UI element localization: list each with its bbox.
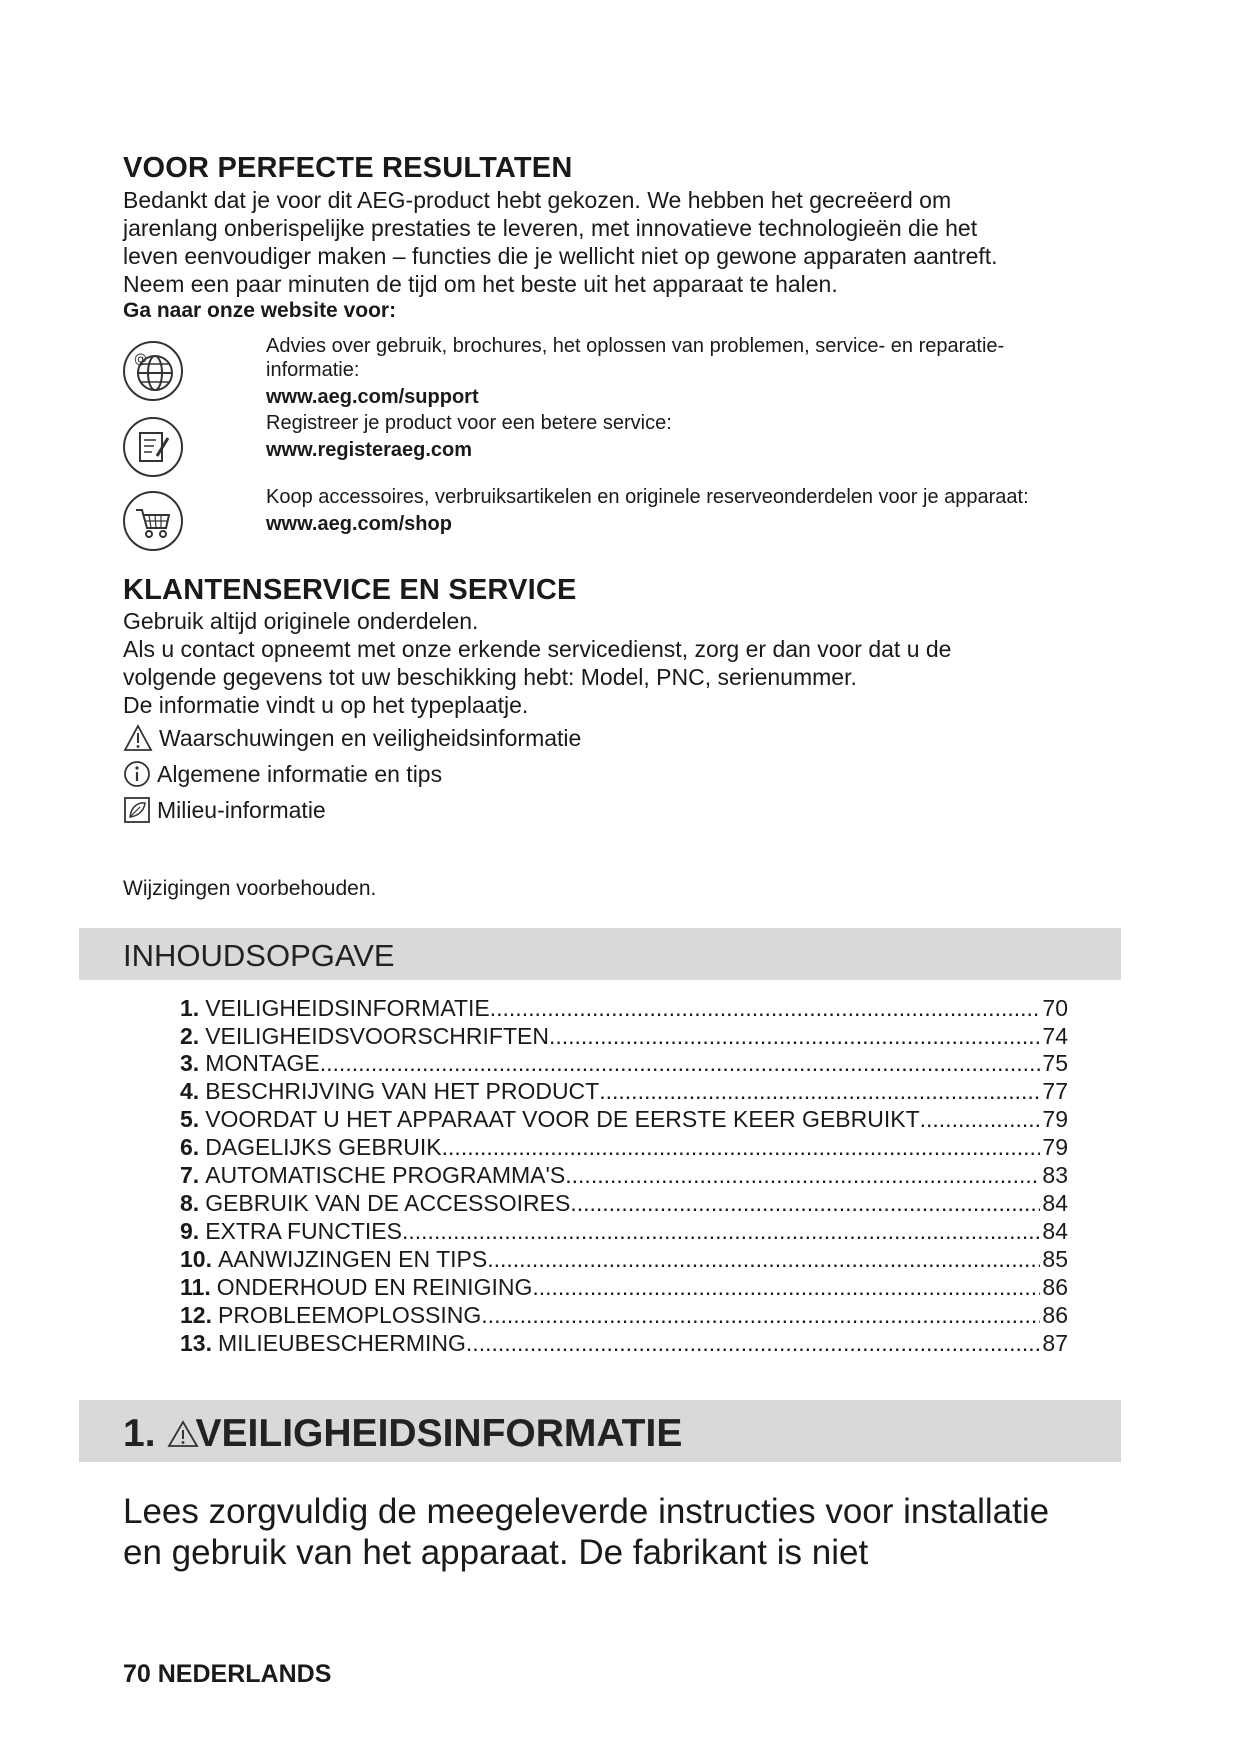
warning-icon	[123, 724, 153, 752]
register-icon	[122, 416, 184, 478]
support-link[interactable]: www.aeg.com/support	[266, 386, 479, 408]
cart-icon	[122, 490, 184, 552]
support-description: Advies over gebruik, brochures, het oplossen van problemen, service- en reparatie- informatie:	[266, 335, 1005, 381]
page-footer: 70 NEDERLANDS	[123, 1660, 332, 1688]
intro-line: leven eenvoudiger maken – functies die je wellicht niet op gewone apparaten aantreft.	[123, 243, 998, 269]
chapter-name: VEILIGHEIDSINFORMATIE	[195, 1412, 683, 1455]
toc-title: INHOUDSOPGAVE	[123, 938, 395, 973]
toc-item[interactable]: 7. AUTOMATISCHE PROGRAMMA'S ..... 83	[180, 1162, 1068, 1190]
legend-environment	[123, 796, 326, 824]
chapter-body-line: en gebruik van het apparaat. De fabrikant is niet	[123, 1533, 869, 1572]
chapter-body	[123, 1491, 1123, 1573]
service-line: Gebruik altijd originele onderdelen.	[123, 608, 479, 634]
shop-link[interactable]: www.aeg.com/shop	[266, 513, 452, 535]
toc-item[interactable]: 1. VEILIGHEIDSINFORMATIE ..... 70	[180, 995, 1068, 1023]
intro-line: jarenlang onberispelijke prestaties te leveren, met innovatieve technologieën die het	[123, 215, 978, 241]
service-line: Als u contact opneemt met onze erkende servicedienst, zorg er dan voor dat u de	[123, 636, 952, 662]
chapter-header-band	[79, 1400, 1121, 1462]
warning-icon	[166, 1419, 200, 1449]
legend-label: Algemene informatie en tips	[157, 760, 443, 787]
toc-item[interactable]: 12. PROBLEEMOPLOSSING ..... 86	[180, 1302, 1068, 1330]
legend-label: Waarschuwingen en veiligheidsinformatie	[159, 724, 582, 751]
toc-item[interactable]: 9. EXTRA FUNCTIES ..... 84	[180, 1218, 1068, 1246]
register-link[interactable]: www.registeraeg.com	[266, 439, 472, 461]
legend-info	[123, 760, 442, 788]
changes-note: Wijzigingen voorbehouden.	[123, 877, 377, 900]
legend-label: Milieu-informatie	[157, 796, 326, 823]
legend-warning	[123, 724, 581, 752]
toc-item[interactable]: 3. MONTAGE ..... 75	[180, 1050, 1068, 1078]
toc-item[interactable]: 13. MILIEUBESCHERMING ..... 87	[180, 1330, 1068, 1358]
leaf-icon	[123, 796, 151, 824]
chapter-title	[123, 1412, 682, 1456]
service-line: volgende gegevens tot uw beschikking hebt: Model, PNC, serienummer.	[123, 664, 857, 690]
shop-description: Koop accessoires, verbruiksartikelen en originele reserveonderdelen voor je apparaat:	[266, 486, 1029, 508]
toc-item[interactable]: 11. ONDERHOUD EN REINIGING ..... 86	[180, 1274, 1068, 1302]
toc-item[interactable]: 10. AANWIJZINGEN EN TIPS ..... 85	[180, 1246, 1068, 1274]
website-heading: Ga naar onze website voor:	[123, 299, 397, 322]
section-title-resultaten: VOOR PERFECTE RESULTATEN	[123, 152, 573, 184]
toc-item[interactable]: 6. DAGELIJKS GEBRUIK ..... 79	[180, 1134, 1068, 1162]
intro-line: Bedankt dat je voor dit AEG-product hebt gekozen. We hebben het gecreëerd om	[123, 187, 952, 213]
intro-paragraph	[123, 186, 1123, 298]
toc-item[interactable]: 8. GEBRUIK VAN DE ACCESSOIRES ..... 84	[180, 1190, 1068, 1218]
toc-item[interactable]: 5. VOORDAT U HET APPARAAT VOOR DE EERSTE KEER GEBRUIKT ..... 79	[180, 1106, 1068, 1134]
info-icon	[123, 760, 151, 788]
toc-item[interactable]: 2. VEILIGHEIDSVOORSCHRIFTEN ..... 74	[180, 1023, 1068, 1051]
intro-line: Neem een paar minuten de tijd om het beste uit het apparaat te halen.	[123, 271, 838, 297]
globe-icon	[122, 340, 184, 402]
service-line: De informatie vindt u op het typeplaatje.	[123, 692, 529, 718]
toc-item[interactable]: 4. BESCHRIJVING VAN HET PRODUCT ..... 77	[180, 1078, 1068, 1106]
toc-header-band	[79, 928, 1121, 980]
service-paragraph	[123, 607, 1123, 719]
register-description: Registreer je product voor een betere service:	[266, 412, 672, 434]
chapter-number: 1.	[123, 1412, 156, 1455]
chapter-body-line: Lees zorgvuldig de meegeleverde instructies voor installatie	[123, 1492, 1050, 1531]
section-title-klantenservice: KLANTENSERVICE EN SERVICE	[123, 574, 577, 606]
svg-text:@: @	[134, 352, 147, 367]
